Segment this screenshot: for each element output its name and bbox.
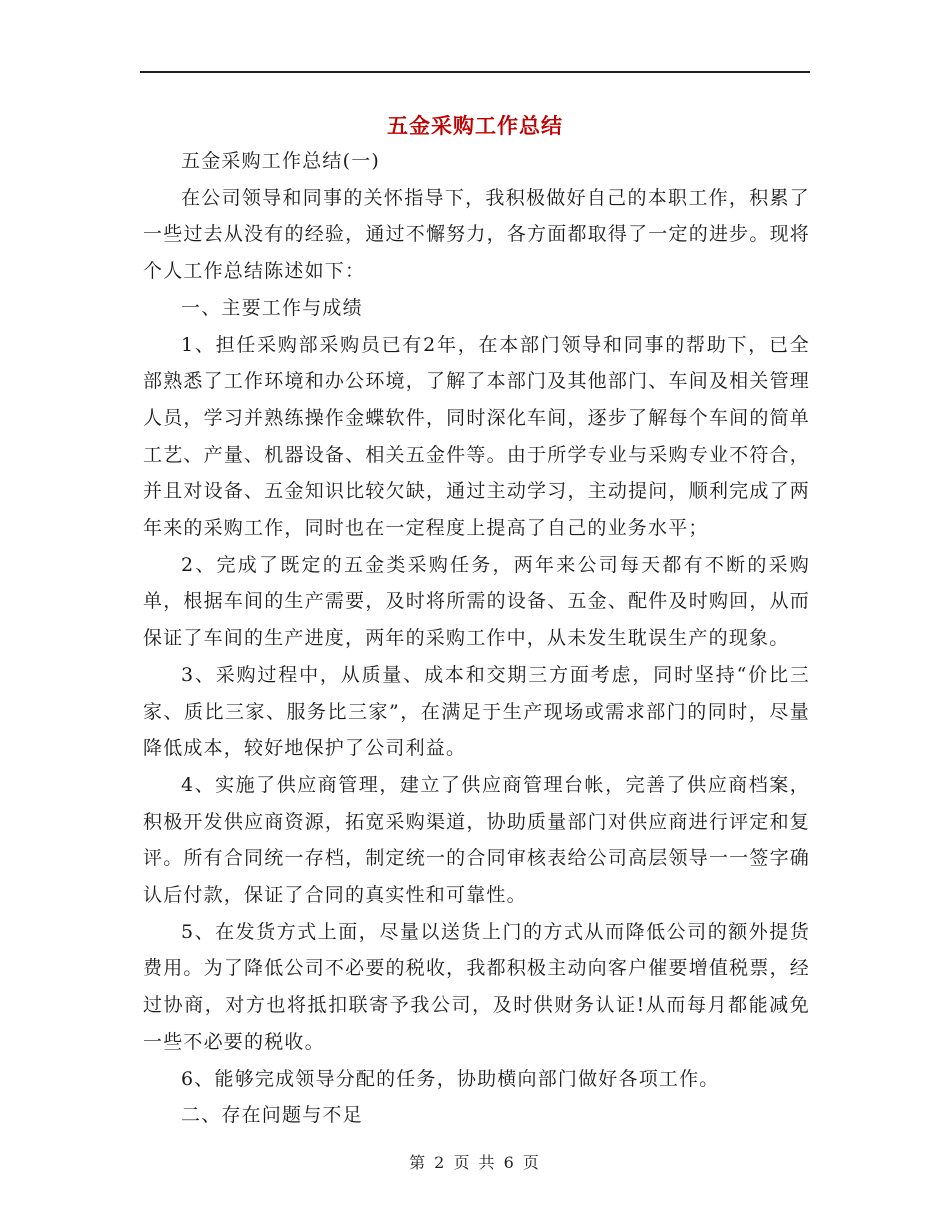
paragraph: 1、担任采购部采购员已有2年，在本部门领导和同事的帮助下，已全部熟悉了工作环境和办公环境，了解了本部门及其他部门、车间及相关管理人员，学习并熟练操作金蝶软件，同时深化车间，逐步了解每个车间的简单工艺、产量、机器设备、相关五金件等。由于所学专业与采购专业不符合，并且对设备、五金知识比较欠缺，通过主动学习，主动提问，顺利完成了两年来的采购工作，同时也在一定程度上提高了自己的业务水平； bbox=[143, 333, 810, 540]
section-heading: 二、存在问题与不足 bbox=[181, 1104, 363, 1127]
page-number: 第 2 页 共 6 页 bbox=[409, 1153, 541, 1172]
paragraph: 在公司领导和同事的关怀指导下，我积极做好自己的本职工作，积累了一些过去从没有的经验，通过不懈努力，各方面都取得了一定的进步。现将个人工作总结陈述如下： bbox=[143, 186, 810, 283]
paragraph: 5、在发货方式上面，尽量以送货上门的方式从而降低公司的额外提货费用。为了降低公司不必要的税收，我都积极主动向客户催要增值税票，经过协商，对方也将抵扣联寄予我公司，及时供财务认证!从而每月都能减免一些不必要的税收。 bbox=[143, 920, 810, 1053]
section-heading: 一、主要工作与成绩 bbox=[181, 296, 363, 319]
paragraph: 4、实施了供应商管理，建立了供应商管理台帐，完善了供应商档案，积极开发供应商资源，拓宽采购渠道，协助质量部门对供应商进行评定和复评。所有合同统一存档，制定统一的合同审核表给公司高层领导一一签字确认后付款，保证了合同的真实性和可靠性。 bbox=[143, 773, 810, 907]
paragraph: 2、完成了既定的五金类采购任务，两年来公司每天都有不断的采购单，根据车间的生产需要，及时将所需的设备、五金、配件及时购回，从而保证了车间的生产进度，两年的采购工作中，从未发生耽误生产的现象。 bbox=[143, 553, 810, 650]
paragraph: 6、能够完成领导分配的任务，协助横向部门做好各项工作。 bbox=[181, 1067, 720, 1090]
section-heading: 五金采购工作总结(一) bbox=[181, 150, 381, 172]
document-body bbox=[143, 143, 810, 1134]
document-title: 五金采购工作总结 bbox=[387, 113, 563, 138]
header-rule bbox=[140, 71, 810, 73]
paragraph: 3、采购过程中，从质量、成本和交期三方面考虑，同时坚持“价比三家、质比三家、服务比三家”，在满足于生产现场或需求部门的同时，尽量降低成本，较好地保护了公司利益。 bbox=[143, 663, 810, 760]
